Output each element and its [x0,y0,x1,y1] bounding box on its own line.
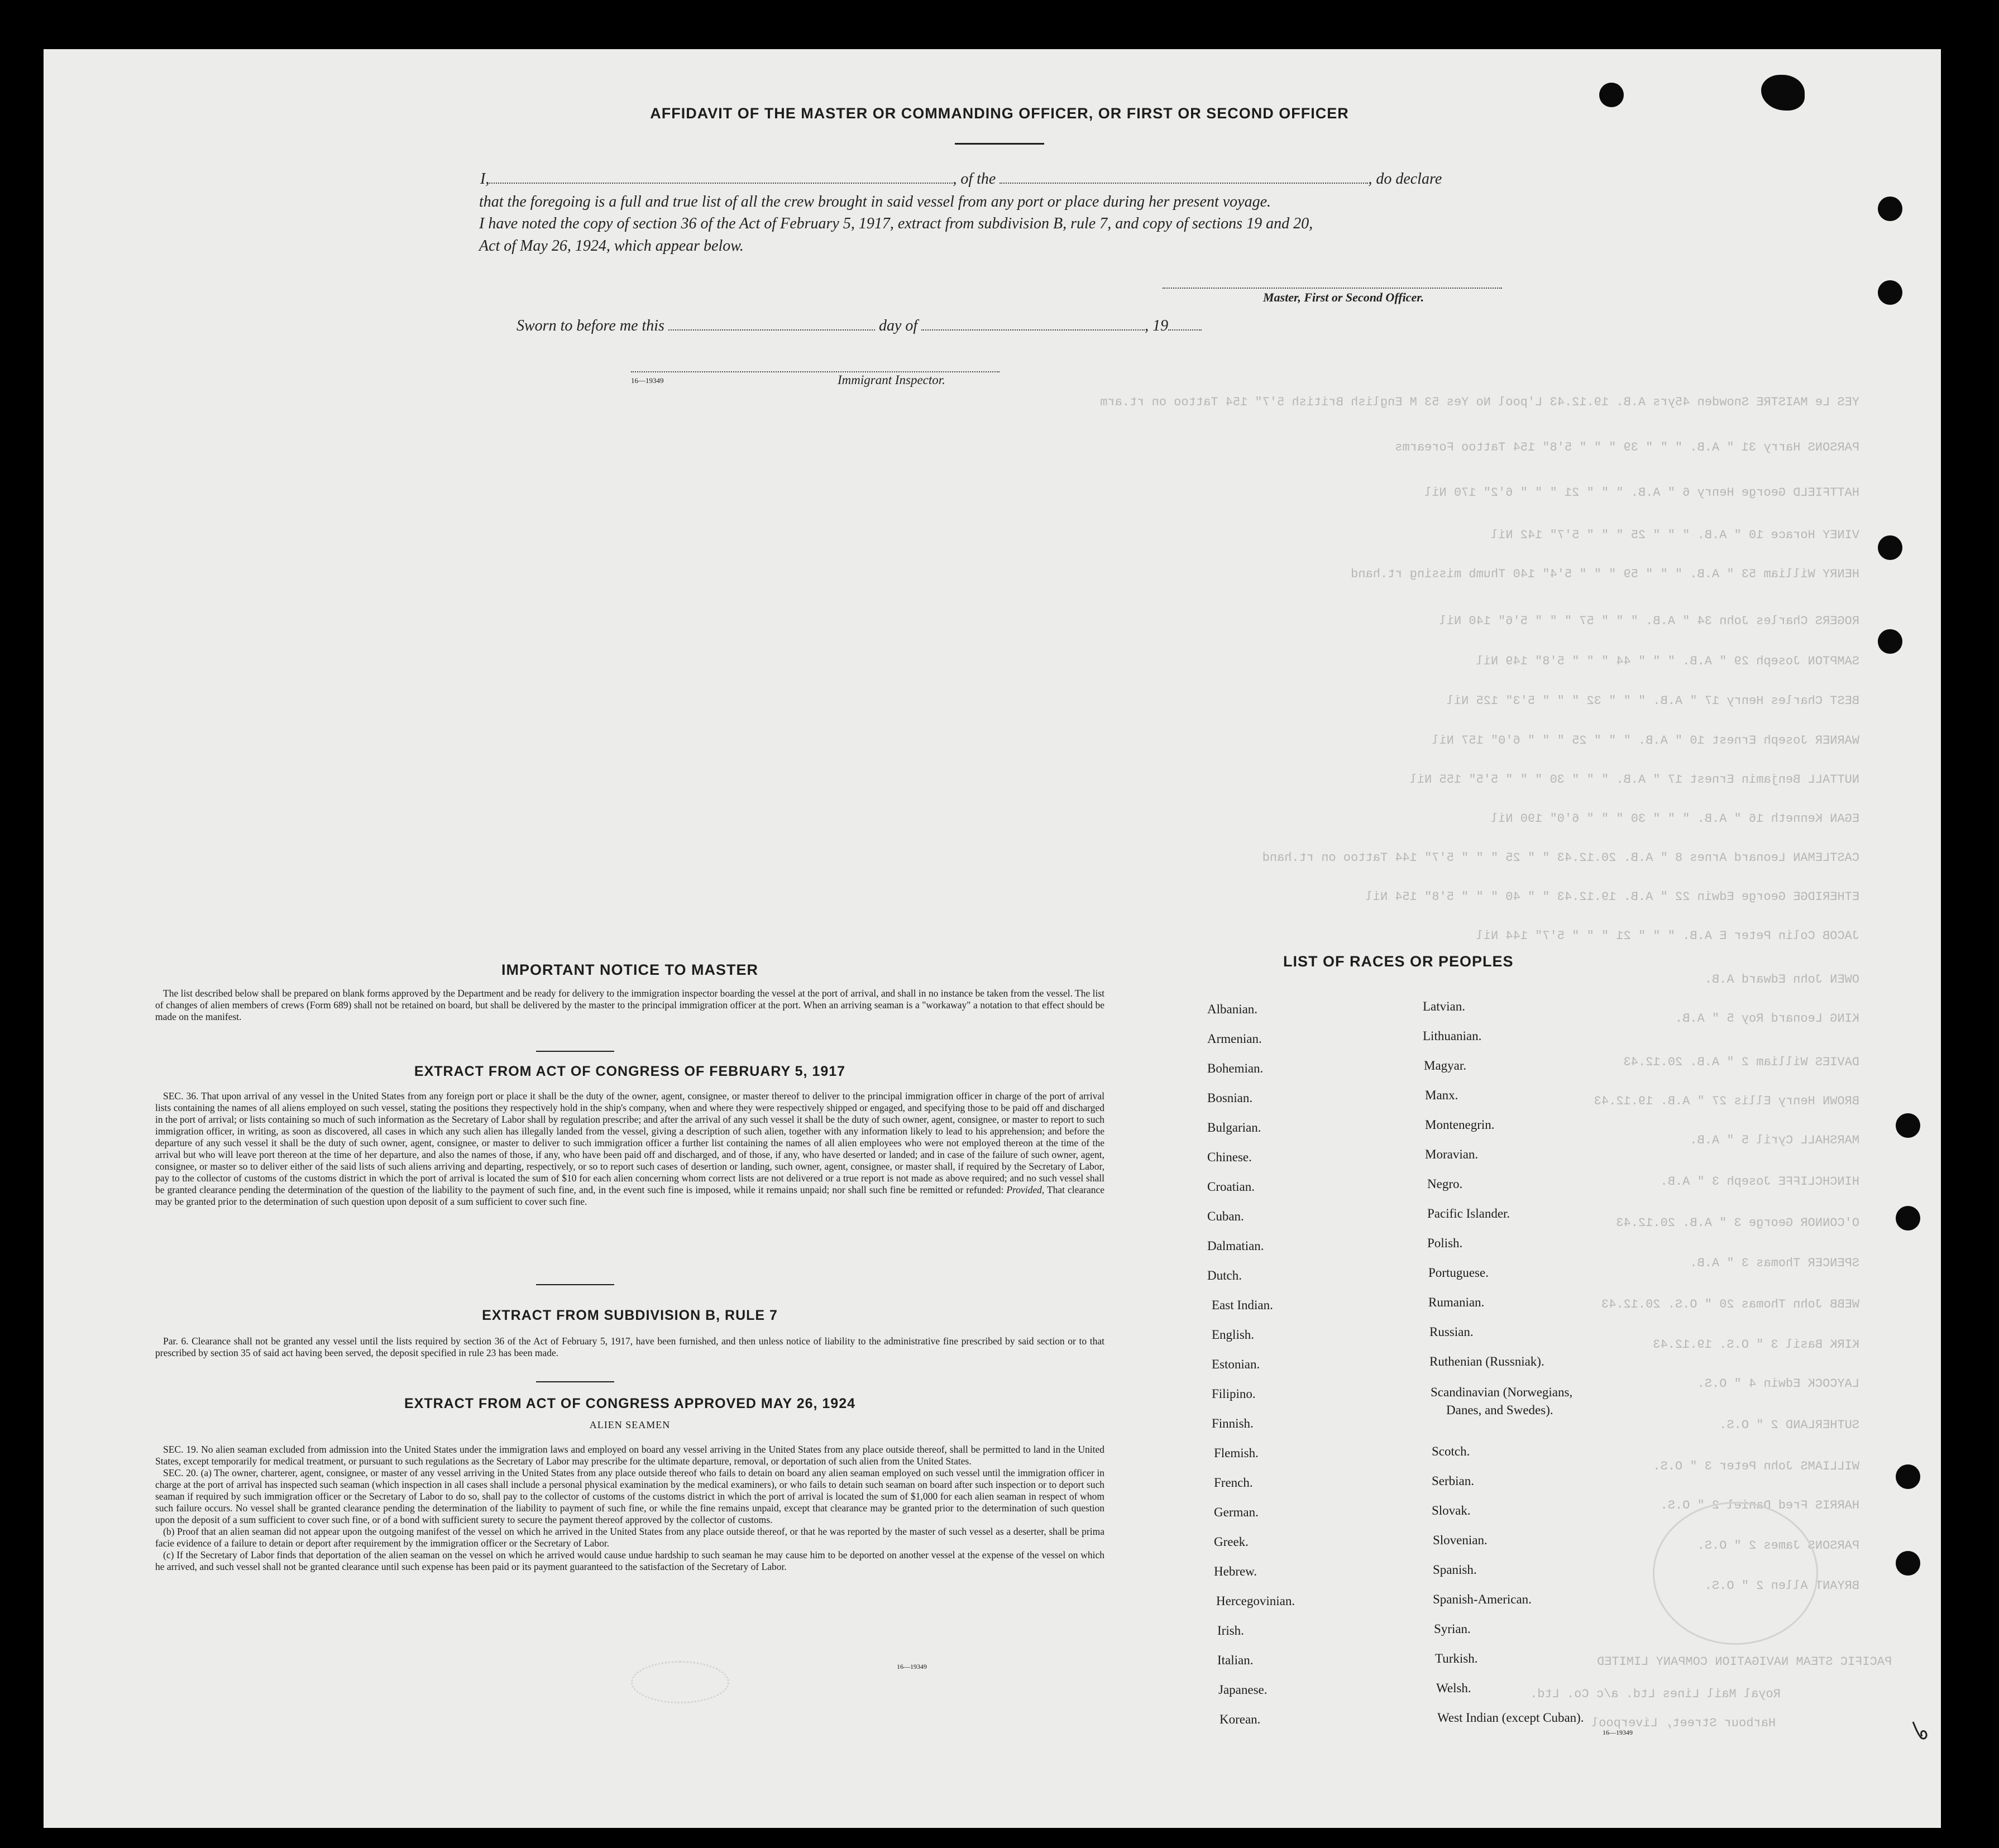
race-item: Polish. [1427,1236,1463,1250]
sworn-label: Sworn to before me this [517,317,664,334]
bleed-through-row: SUTHERLAND 2 " O.S. [1719,1418,1859,1432]
bleed-through-row: BRYANT Allen 2 " O.S. [1704,1579,1859,1593]
punch-hole [1599,83,1624,107]
punch-hole [1878,629,1902,654]
punch-hole [1896,1551,1920,1576]
race-item: Lithuanian. [1423,1029,1482,1043]
race-item: English. [1212,1328,1255,1342]
race-item: Negro. [1427,1177,1463,1191]
punch-hole [1878,535,1902,560]
bleed-through-row: YES Le MAISTRE Snowden 45yrs A.B. 19.12.43 L'pool No Yes 53 M English British 5'7" 154 Tattoo on rt.arm [1100,395,1859,409]
vessel-name-field[interactable] [1000,183,1368,184]
inspector-form-number: 16—19349 [631,376,664,385]
section-20c-text: (c) If the Secretary of Labor finds that deportation of the alien seaman on the vessel on which he arrived would cause undue hardship to such seaman he may cause him to be deported on another vessel at the expense of the vessel on which he arrived, and such vessel shall not be granted clearance until such expense has been paid or its payment guaranteed to the satisfaction of the Secretary of Labor. [155,1549,1104,1572]
bleed-through-row: PARSONS James 2 " O.S. [1697,1539,1859,1553]
bleed-through-row: WEBB John Thomas 20 " O.S. 20.12.43 [1601,1298,1859,1311]
punch-hole [1896,1464,1920,1489]
race-item: Latvian. [1423,999,1465,1013]
bleed-through-row: MARSHALL Cyril 5 " A.B. [1690,1133,1859,1147]
provided-word: Provided, [1006,1184,1045,1195]
bleed-through-row: VINEY Horace 10 " A.B. " " " 25 " " " 5'7" 142 Nil [1490,528,1859,542]
proviso-text: That clearance may be granted prior to the determination of such question upon deposit of a sum sufficient to cover such fine. [155,1184,1105,1207]
race-item: Estonian. [1212,1357,1260,1371]
race-item: Spanish. [1433,1563,1477,1577]
bleed-through-row: EGAN Kenneth 16 " A.B. " " " 30 " " " 6'0" 190 Nil [1490,812,1859,826]
affidavit-title: AFFIDAVIT OF THE MASTER OR COMMANDING OFFICER, OR FIRST OR SECOND OFFICER [650,105,1349,122]
bleed-through-row: NUTTALL Benjamin Ernest 17 " A.B. " " " 30 " " " 5'5" 155 Nil [1409,773,1859,787]
race-item: Cuban. [1207,1209,1244,1223]
bleed-through-row: HENRY William 53 " A.B. " " " 59 " " " 5'4" 140 Thumb missing rt.hand [1351,567,1859,581]
bleed-through-signature: Royal Mail Lines Ltd. a/c Co. Ltd. [1530,1687,1781,1701]
bleed-through-row: PARSONS Harry 31 " A.B. " " " 39 " " " 5'8" 154 Tattoo Forearms [1395,441,1859,454]
affidavit-line-4: Act of May 26, 1924, which appear below. [479,237,744,255]
notice-text: The list described below shall be prepared on blank forms approved by the Department and be ready for delivery to the immigration inspector boarding the vessel at the port of arrival, and shall in no instance be taken from the vessel. The list of changes of alien members of crews (Form 689) shall not be retained on board, but shall be delivered by the master to the principal immigration officer at the port. When an arriving seaman is a "workaway" a notation to that effect should be made on the manifest. [155,988,1104,1022]
affidavit-line-1 [480,170,1442,188]
race-item: Montenegrin. [1425,1118,1495,1132]
year-label: , 19 [1145,317,1169,334]
declarant-label: I, [480,170,490,188]
race-item: Welsh. [1436,1681,1471,1695]
bleed-through-row: HARRIS Fred Daniel 2 " O.S. [1660,1498,1859,1512]
bleed-through-signature: Harbour Street, Liverpool [1591,1716,1776,1730]
race-item: Japanese. [1218,1683,1268,1697]
race-item: Scandinavian (Norwegians, [1431,1385,1573,1399]
bleed-through-row: SAMPTON Joseph 29 " A.B. " " " 44 " " " 5'8" 149 Nil [1476,654,1859,668]
race-item: Portuguese. [1428,1266,1489,1280]
bleed-through-row: ETHERIDGE George Edwin 22 " A.B. 19.12.43 " " 40 " " " 5'8" 154 Nil [1365,890,1859,904]
race-item: Spanish-American. [1433,1592,1532,1606]
race-item: German. [1214,1505,1259,1519]
race-item: Ruthenian (Russniak). [1429,1354,1544,1368]
bleed-through-row: SPENCER Thomas 3 " A.B. [1690,1256,1859,1270]
sworn-year-field[interactable] [1168,329,1202,331]
punch-hole [1896,1206,1920,1231]
notice-body [155,988,1104,1023]
sworn-day-field[interactable] [668,329,875,331]
race-item: Hercegovinian. [1216,1594,1295,1608]
bleed-through-row: WARNER Joseph Ernest 10 " A.B. " " " 25 " " " 6'0" 157 Nil [1432,734,1859,748]
race-item: Bulgarian. [1207,1121,1261,1134]
race-item: Pacific Islander. [1427,1207,1510,1220]
race-item: Scotch. [1432,1444,1470,1458]
race-item: Russian. [1429,1325,1474,1339]
bleed-through-row: KING Leonard Roy 5 " A.B. [1675,1012,1859,1026]
race-item: Dalmatian. [1207,1239,1264,1253]
race-item: Magyar. [1424,1059,1467,1073]
race-item: Hebrew. [1214,1564,1257,1578]
affidavit-line-3: I have noted the copy of section 36 of the Act of February 5, 1917, extract from subdivision B, rule 7, and copy of sections 19 and 20, [479,215,1313,232]
section-20b-text: (b) Proof that an alien seaman did not appear upon the outgoing manifest of the vessel on which he arrived in the United States from any place outside thereof, or that he was reported by the master of such vessel as a deserter, shall be prima facie evidence of a failure to detain or deport after requirement by the immigration officer or the Secretary of Labor. [155,1526,1104,1549]
inspector-label: Immigrant Inspector. [838,373,945,387]
extract-1924-body [155,1444,1104,1573]
punch-hole [1878,280,1902,305]
do-declare-label: , do declare [1368,170,1442,188]
section-20a-text: SEC. 20. (a) The owner, charterer, agent, consignee, or master of any vessel arriving in the United States from any place outside thereof who fails to detain on board any alien seaman employed on such vessel until the immigration officer in charge at the port of arrival has inspected such seaman (which inspection in all cases shall include a personal physical examination by the medical examiners), or who fails to detain such seaman on board after such inspection or to deport such seaman if required by such immigration officer or the Secretary of Labor to do so, shall pay to the collector of customs of the customs district in which the port of arrival is located the sum of $1,000 for each alien seaman in respect of whom such failure occurs. No vessel shall be granted clearance pending the determination of the liability to payment of such fine, or while the fine remains unpaid, except that clearance may be granted prior to the determination of such question upon the deposit of a sum sufficient to cover such fine, or of a bond with sufficient surety to secure the payment thereof approved by the collector of customs. [155,1467,1104,1525]
race-item: Syrian. [1434,1622,1471,1636]
extract-form-number: 16—19349 [897,1663,927,1670]
section-19-text: SEC. 19. No alien seaman excluded from admission into the United States under the immigration laws and employed on board any vessel arriving in the United States from any place outside thereof, shall be permitted to land in the United States, except temporarily for medical treatment, or pursuant to such regulations as the Secretary of Labor may prescribe for the ultimate departure, removal, or deportation of such alien from the United States. [155,1444,1104,1467]
bleed-through-row: JACOB Colin Peter E A.B. " " " 21 " " " 5'7" 144 Nil [1476,929,1859,943]
race-item: East Indian. [1212,1298,1273,1312]
race-item: Albanian. [1207,1002,1258,1016]
day-of-label: day of [878,317,918,334]
extract-1917-title: EXTRACT FROM ACT OF CONGRESS OF FEBRUARY 5, 1917 [414,1064,846,1079]
race-item: French. [1214,1476,1253,1490]
race-item: Danes, and Swedes). [1446,1403,1553,1417]
bleed-through-row: O'CONNOR George 3 " A.B. 20.12.43 [1616,1216,1859,1230]
race-item: Greek. [1214,1535,1249,1549]
bleed-through-row: LAYCOCK Edwin 4 " O.S. [1697,1377,1859,1391]
divider [536,1051,614,1052]
race-item: Finnish. [1212,1416,1254,1430]
of-the-label: , of the [953,170,996,188]
bleed-through-row: KIRK Basil 3 " O.S. 19.12.43 [1653,1338,1859,1352]
race-item: Italian. [1217,1653,1254,1667]
extract-rule-7-title: EXTRACT FROM SUBDIVISION B, RULE 7 [482,1308,778,1323]
master-signature-line[interactable] [1163,288,1502,289]
race-item: Armenian. [1207,1032,1262,1046]
race-item: West Indian (except Cuban). [1437,1711,1584,1725]
seal-impression [1653,1502,1818,1645]
race-item: Irish. [1217,1624,1244,1638]
alien-seamen-subtitle: ALIEN SEAMEN [589,1419,671,1430]
inspector-signature-line[interactable] [631,371,1000,372]
race-item: Dutch. [1207,1268,1242,1282]
bleed-through-row: WILLIAMS John Peter 3 " O.S. [1653,1459,1859,1473]
punch-hole [1896,1113,1920,1138]
bleed-through-row: HINCHCLIFFE Joseph 3 " A.B. [1660,1175,1859,1189]
bleed-through-row: DAVIES William 2 " A.B. 20.12.43 [1623,1055,1859,1069]
divider [955,143,1044,145]
affidavit-line-2: that the foregoing is a full and true list of all the crew brought in said vessel from any port or place during her present voyage. [479,193,1271,210]
bleed-through-row: BROWN Henry Ellis 27 " A.B. 19.12.43 [1594,1094,1859,1108]
divider [536,1284,614,1285]
race-item: Bosnian. [1207,1091,1253,1105]
master-signature-label: Master, First or Second Officer. [1263,290,1424,304]
race-item: Slovenian. [1433,1533,1488,1547]
race-item: Turkish. [1435,1651,1478,1665]
races-form-number: 16—19349 [1603,1729,1633,1736]
declarant-name-field[interactable] [489,183,953,184]
races-title: LIST OF RACES OR PEOPLES [1283,953,1514,970]
section-36-text: SEC. 36. That upon arrival of any vessel in the United States from any foreign port or place it shall be the duty of the owner, agent, consignee, or master thereof to deliver to the principal immigration officer in charge of the port of arrival lists containing the names of all aliens employed on such vessel, stating the positions they respectively hold in the ship's company, when and where they were respectively shipped or engaged, and specifying those to be paid off and discharged in the port of arrival; or lists containing so much of such information as the Secretary of Labor shall by regulation prescribe; and after the arrival of any such vessel it shall be the duty of such owner, agent, consignee, or master to report to such immigration officer, in writing, as soon as discovered, all cases in which any such alien has illegally landed from the vessel, giving a description of such alien, together with any information likely to lead to his apprehension; and before the departure of any such vessel it shall be the duty of such owner, agent, consignee, or master to deliver to such immigration officer a further list containing the names of all alien employees who were not employed thereon at the time of the arrival but who will leave port thereon at the time of her departure, and also the names of those, if any, who have been paid off and discharged, and of those, if any, who have deserted or landed; and in case of the failure of such owner, agent, consignee, or master so to deliver either of the said lists of such aliens arriving and departing, respectively, or so to report such cases of desertion or landing, such owner, agent, consignee, or master shall, if required by the Secretary of Labor, pay to the collector of customs of the customs district in which the port of arrival is located the sum of $10 for each alien concerning whom correct lists are not delivered or a true report is not made as above required; and no such vessel shall be granted clearance pending the determination of the question of the liability to the payment of such fine, and, in the event such fine is imposed, while it remains unpaid; nor shall such fine be remitted or refunded: [155,1090,1104,1195]
race-item: Serbian. [1432,1474,1475,1488]
bleed-through-row: ROGERS Charles John 34 " A.B. " " " 57 " " " 5'6" 140 Nil [1439,614,1859,628]
bleed-through-row: BEST Charles Henry 17 " A.B. " " " 32 " " " 5'3" 125 Nil [1446,694,1859,708]
pencil-mark-icon [1910,1720,1932,1742]
extract-1924-title: EXTRACT FROM ACT OF CONGRESS APPROVED MAY 26, 1924 [404,1396,856,1411]
sworn-month-field[interactable] [921,329,1145,331]
bleed-through-row: OWEN John Edward A.B. [1704,973,1859,987]
race-item: Bohemian. [1207,1061,1264,1075]
divider [536,1381,614,1382]
race-item: Chinese. [1207,1150,1252,1164]
race-item: Flemish. [1214,1446,1259,1460]
race-item: Manx. [1425,1088,1458,1102]
race-item: Filipino. [1212,1387,1256,1401]
bleed-through-signature: PACIFIC STEAM NAVIGATION COMPANY LIMITED [1597,1655,1892,1669]
race-item: Korean. [1220,1712,1261,1726]
race-item: Rumanian. [1428,1295,1485,1309]
punch-hole [1878,197,1902,221]
extract-rule-7-body [155,1335,1104,1359]
race-item: Moravian. [1425,1147,1479,1161]
seal-impression [631,1661,729,1703]
rule-7-text: Par. 6. Clearance shall not be granted any vessel until the lists required by section 36 of the Act of February 5, 1917, have been furnished, and then unless notice of liability to the administrative fine prescribed by said section or to that prescribed by section 35 of said act having been served, the deposit specified in rule 23 has been made. [155,1335,1104,1358]
bleed-through-row: CASTLEMAN Leonard Arnes 8 " A.B. 20.12.43 " " 25 " " " 5'7" 144 Tattoo on rt.hand [1262,851,1859,865]
extract-1917-body [155,1090,1104,1208]
notice-title: IMPORTANT NOTICE TO MASTER [501,961,758,978]
sworn-line [517,317,1202,335]
race-item: Croatian. [1207,1180,1255,1194]
bleed-through-row: HATTFIELD George Henry 6 " A.B. " " " 21 " " " 6'2" 170 Nil [1424,486,1859,500]
race-item: Slovak. [1432,1504,1471,1517]
